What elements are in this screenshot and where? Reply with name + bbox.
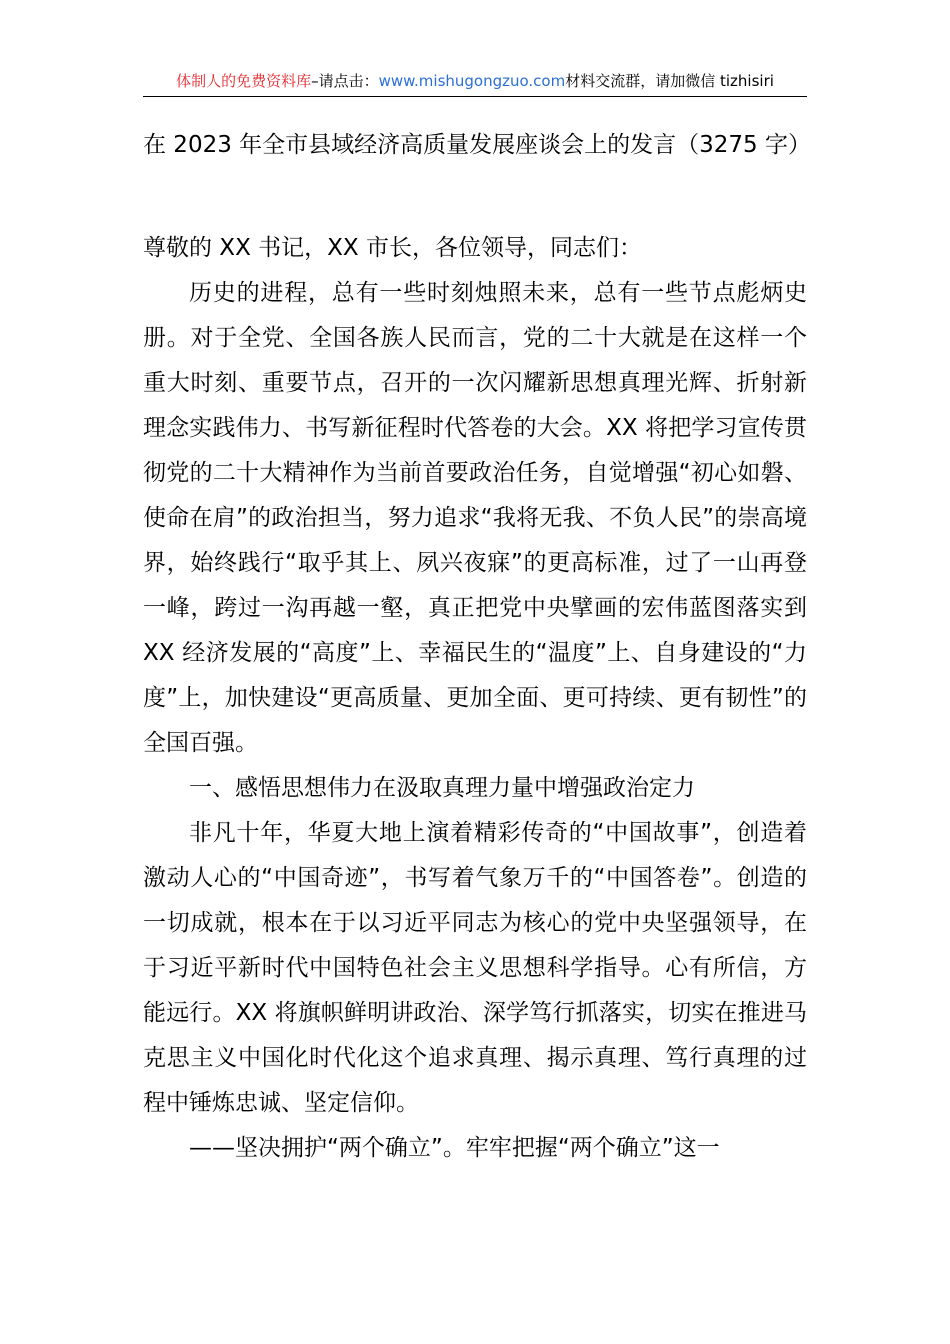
header-prompt: –请点击：	[311, 72, 379, 90]
section-heading-1: 一、感悟思想伟力在汲取真理力量中增强政治定力	[189, 775, 695, 801]
paragraph-point-1: ——坚决拥护“两个确立”。牢牢把握“两个确立”这一	[189, 1135, 720, 1161]
header-note: 材料交流群，请加微信 tizhisiri	[565, 72, 774, 90]
paragraph-section-1: 非凡十年，华夏大地上演着精彩传奇的“中国故事”，创造着激动人心的“中国奇迹”，书写着气象万千的“中国答卷”。创造的一切成就，根本在于以习近平同志为核心的党中央坚强领导，在于习近平新时代中国特色社会主义思想科学指导。心有所信，方能远行。XX 将旗帜鲜明讲政治、深学笃行抓落实，切实在推进马克思主义中国化时代化这个追求真理、揭示真理、笃行真理的过程中锤炼忠诚、坚定信仰。	[143, 820, 807, 1116]
salutation: 尊敬的 XX 书记，XX 市长，各位领导，同志们：	[143, 235, 642, 261]
page-header	[143, 68, 807, 97]
header-url-link[interactable]: www.mishugongzuo.com	[378, 72, 566, 90]
document-title: 在 2023 年全市县域经济高质量发展座谈会上的发言（3275 字）	[143, 132, 811, 158]
document-body	[143, 124, 811, 1171]
paragraph-intro: 历史的进程，总有一些时刻烛照未来，总有一些节点彪炳史册。对于全党、全国各族人民而言，党的二十大就是在这样一个重大时刻、重要节点，召开的一次闪耀新思想真理光辉、折射新理念实践伟力、书写新征程时代答卷的大会。XX 将把学习宣传贯彻党的二十大精神作为当前首要政治任务，自觉增强“初心如磐、使命在肩”的政治担当，努力追求“我将无我、不负人民”的崇高境界，始终践行“取乎其上、夙兴夜寐”的更高标准，过了一山再登一峰，跨过一沟再越一壑，真正把党中央擘画的宏伟蓝图落实到 XX 经济发展的“高度”上、幸福民生的“温度”上、自身建设的“力度”上，加快建设“更高质量、更加全面、更可持续、更有韧性”的全国百强。	[143, 280, 807, 756]
header-site-name: 体制人的免费资料库	[176, 72, 312, 90]
